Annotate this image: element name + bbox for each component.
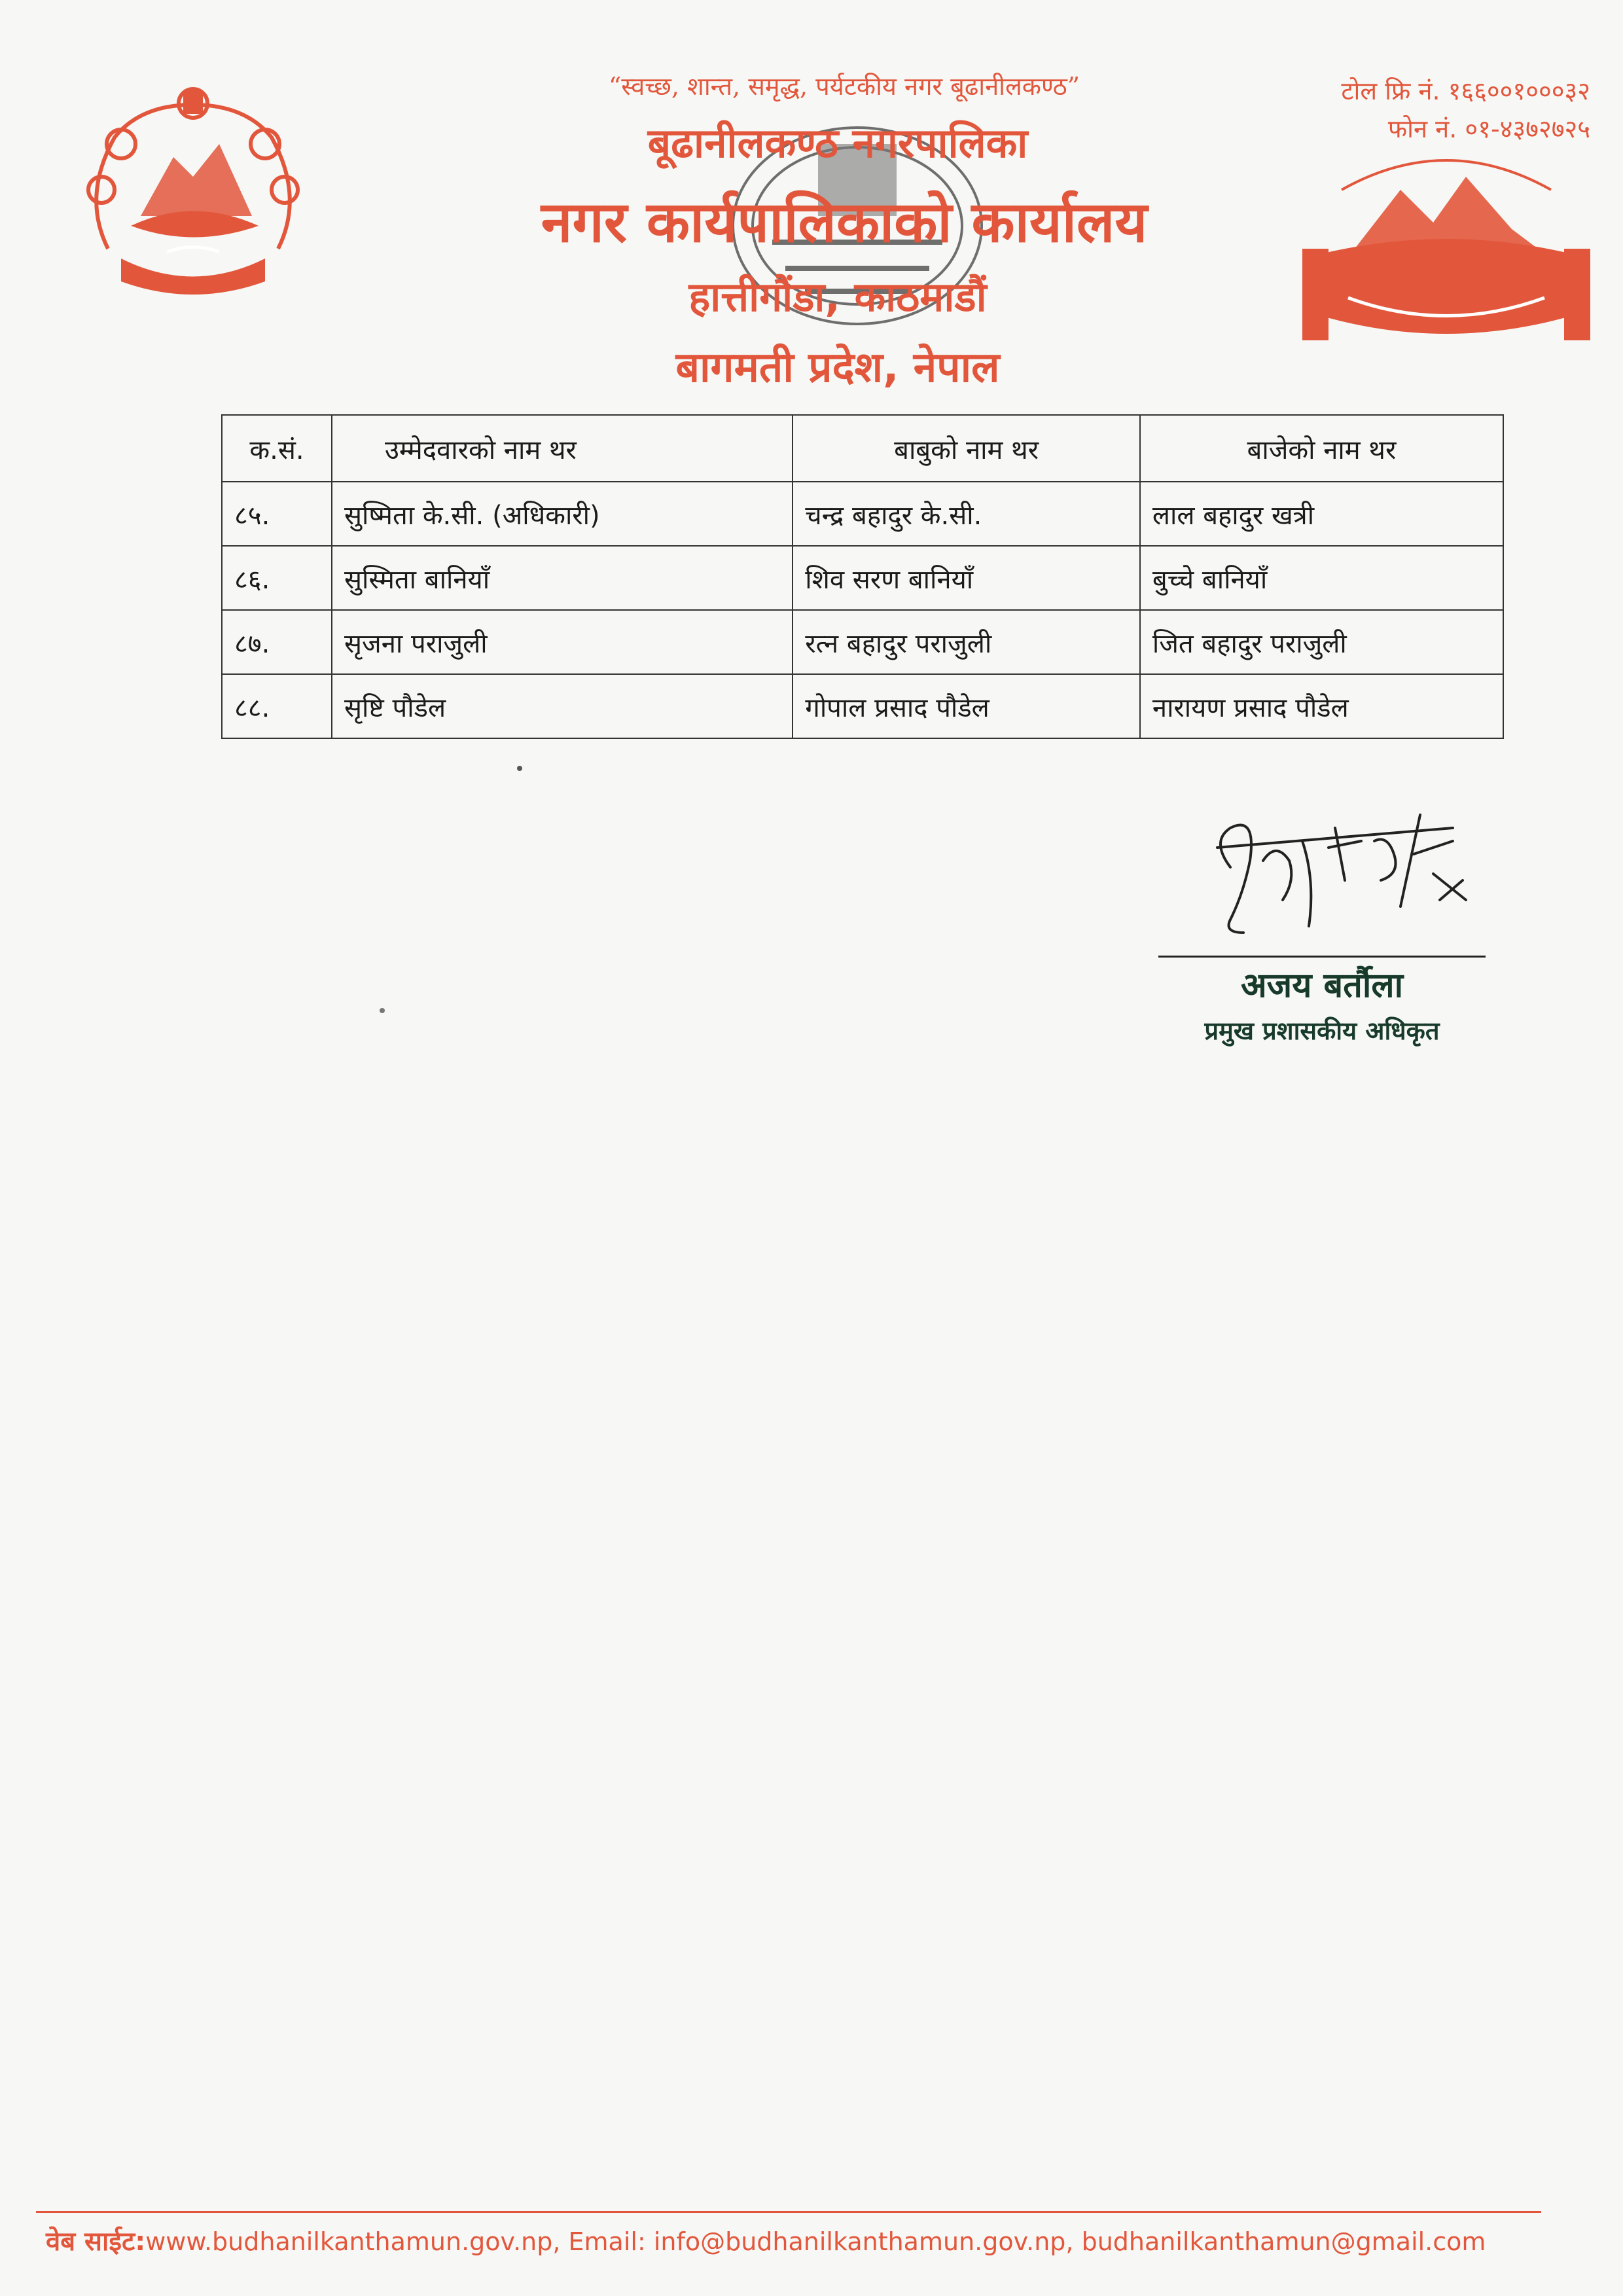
cell-serial: ८६.	[222, 546, 332, 610]
cell-grandfather: लाल बहादुर खत्री	[1140, 482, 1503, 546]
footer-divider	[36, 2211, 1541, 2213]
cell-father: चन्द्र बहादुर के.सी.	[793, 482, 1140, 546]
cell-candidate: सुस्मिता बानियाँ	[332, 546, 793, 610]
office-location: हात्तीगौंडा, काठमाडौं	[688, 273, 987, 321]
cell-father: रत्न बहादुर पराजुली	[793, 610, 1140, 674]
signature-line	[1158, 956, 1486, 958]
footer	[46, 2222, 1577, 2258]
table-row	[222, 674, 1503, 738]
handwritten-signature	[1204, 802, 1479, 952]
table-row	[222, 546, 1503, 610]
nepal-emblem-icon	[69, 85, 317, 308]
cell-father: शिव सरण बानियाँ	[793, 546, 1140, 610]
municipality-logo-icon	[1302, 144, 1590, 353]
cell-serial: ८८.	[222, 674, 332, 738]
column-header-father: बाबुको नाम थर	[793, 415, 1140, 482]
cell-serial: ८७.	[222, 610, 332, 674]
footer-contact-links[interactable]: www.budhanilkanthamun.gov.np, Email: info@budhanilkanthamun.gov.np, budhanilkanthamun@gmail.com	[145, 2227, 1486, 2256]
candidate-table	[221, 414, 1504, 739]
table-row	[222, 610, 1503, 674]
signatory-title: प्रमुख प्रशासकीय अधिकृत	[1204, 1016, 1440, 1045]
motto: “स्वच्छ, शान्त, समृद्ध, पर्यटकीय नगर बूढानीलकण्ठ”	[608, 72, 1080, 101]
phone-number: फोन नं. ०१-४३७२७२५	[1387, 115, 1590, 143]
cell-grandfather: बुच्चे बानियाँ	[1140, 546, 1503, 610]
cell-grandfather: नारायण प्रसाद पौडेल	[1140, 674, 1503, 738]
table-row	[222, 482, 1503, 546]
cell-grandfather: जित बहादुर पराजुली	[1140, 610, 1503, 674]
toll-free-number: टोल फ्रि नं. १६६००१०००३२	[1341, 77, 1590, 105]
scan-speck	[380, 1008, 385, 1013]
signatory-name: अजय बर्तौला	[1240, 966, 1404, 1005]
cell-candidate: सुष्मिता के.सी. (अधिकारी)	[332, 482, 793, 546]
cell-candidate: सृजना पराजुली	[332, 610, 793, 674]
footer-label: वेब साईट:	[46, 2227, 146, 2257]
scan-speck	[517, 766, 522, 771]
office-name: नगर कार्यपालिकाको कार्यालय	[541, 190, 1148, 255]
cell-candidate: सृष्टि पौडेल	[332, 674, 793, 738]
cell-serial: ८५.	[222, 482, 332, 546]
province-name: बागमती प्रदेश, नेपाल	[675, 344, 1000, 392]
contact-block	[1341, 72, 1590, 148]
cell-father: गोपाल प्रसाद पौडेल	[793, 674, 1140, 738]
column-header-candidate: उम्मेदवारको नाम थर	[332, 415, 793, 482]
column-header-serial: क.सं.	[222, 415, 332, 482]
table-header-row	[222, 415, 1503, 482]
column-header-grandfather: बाजेको नाम थर	[1140, 415, 1503, 482]
municipality-name: बूढानीलकण्ठ नगरपालिका	[647, 119, 1028, 167]
